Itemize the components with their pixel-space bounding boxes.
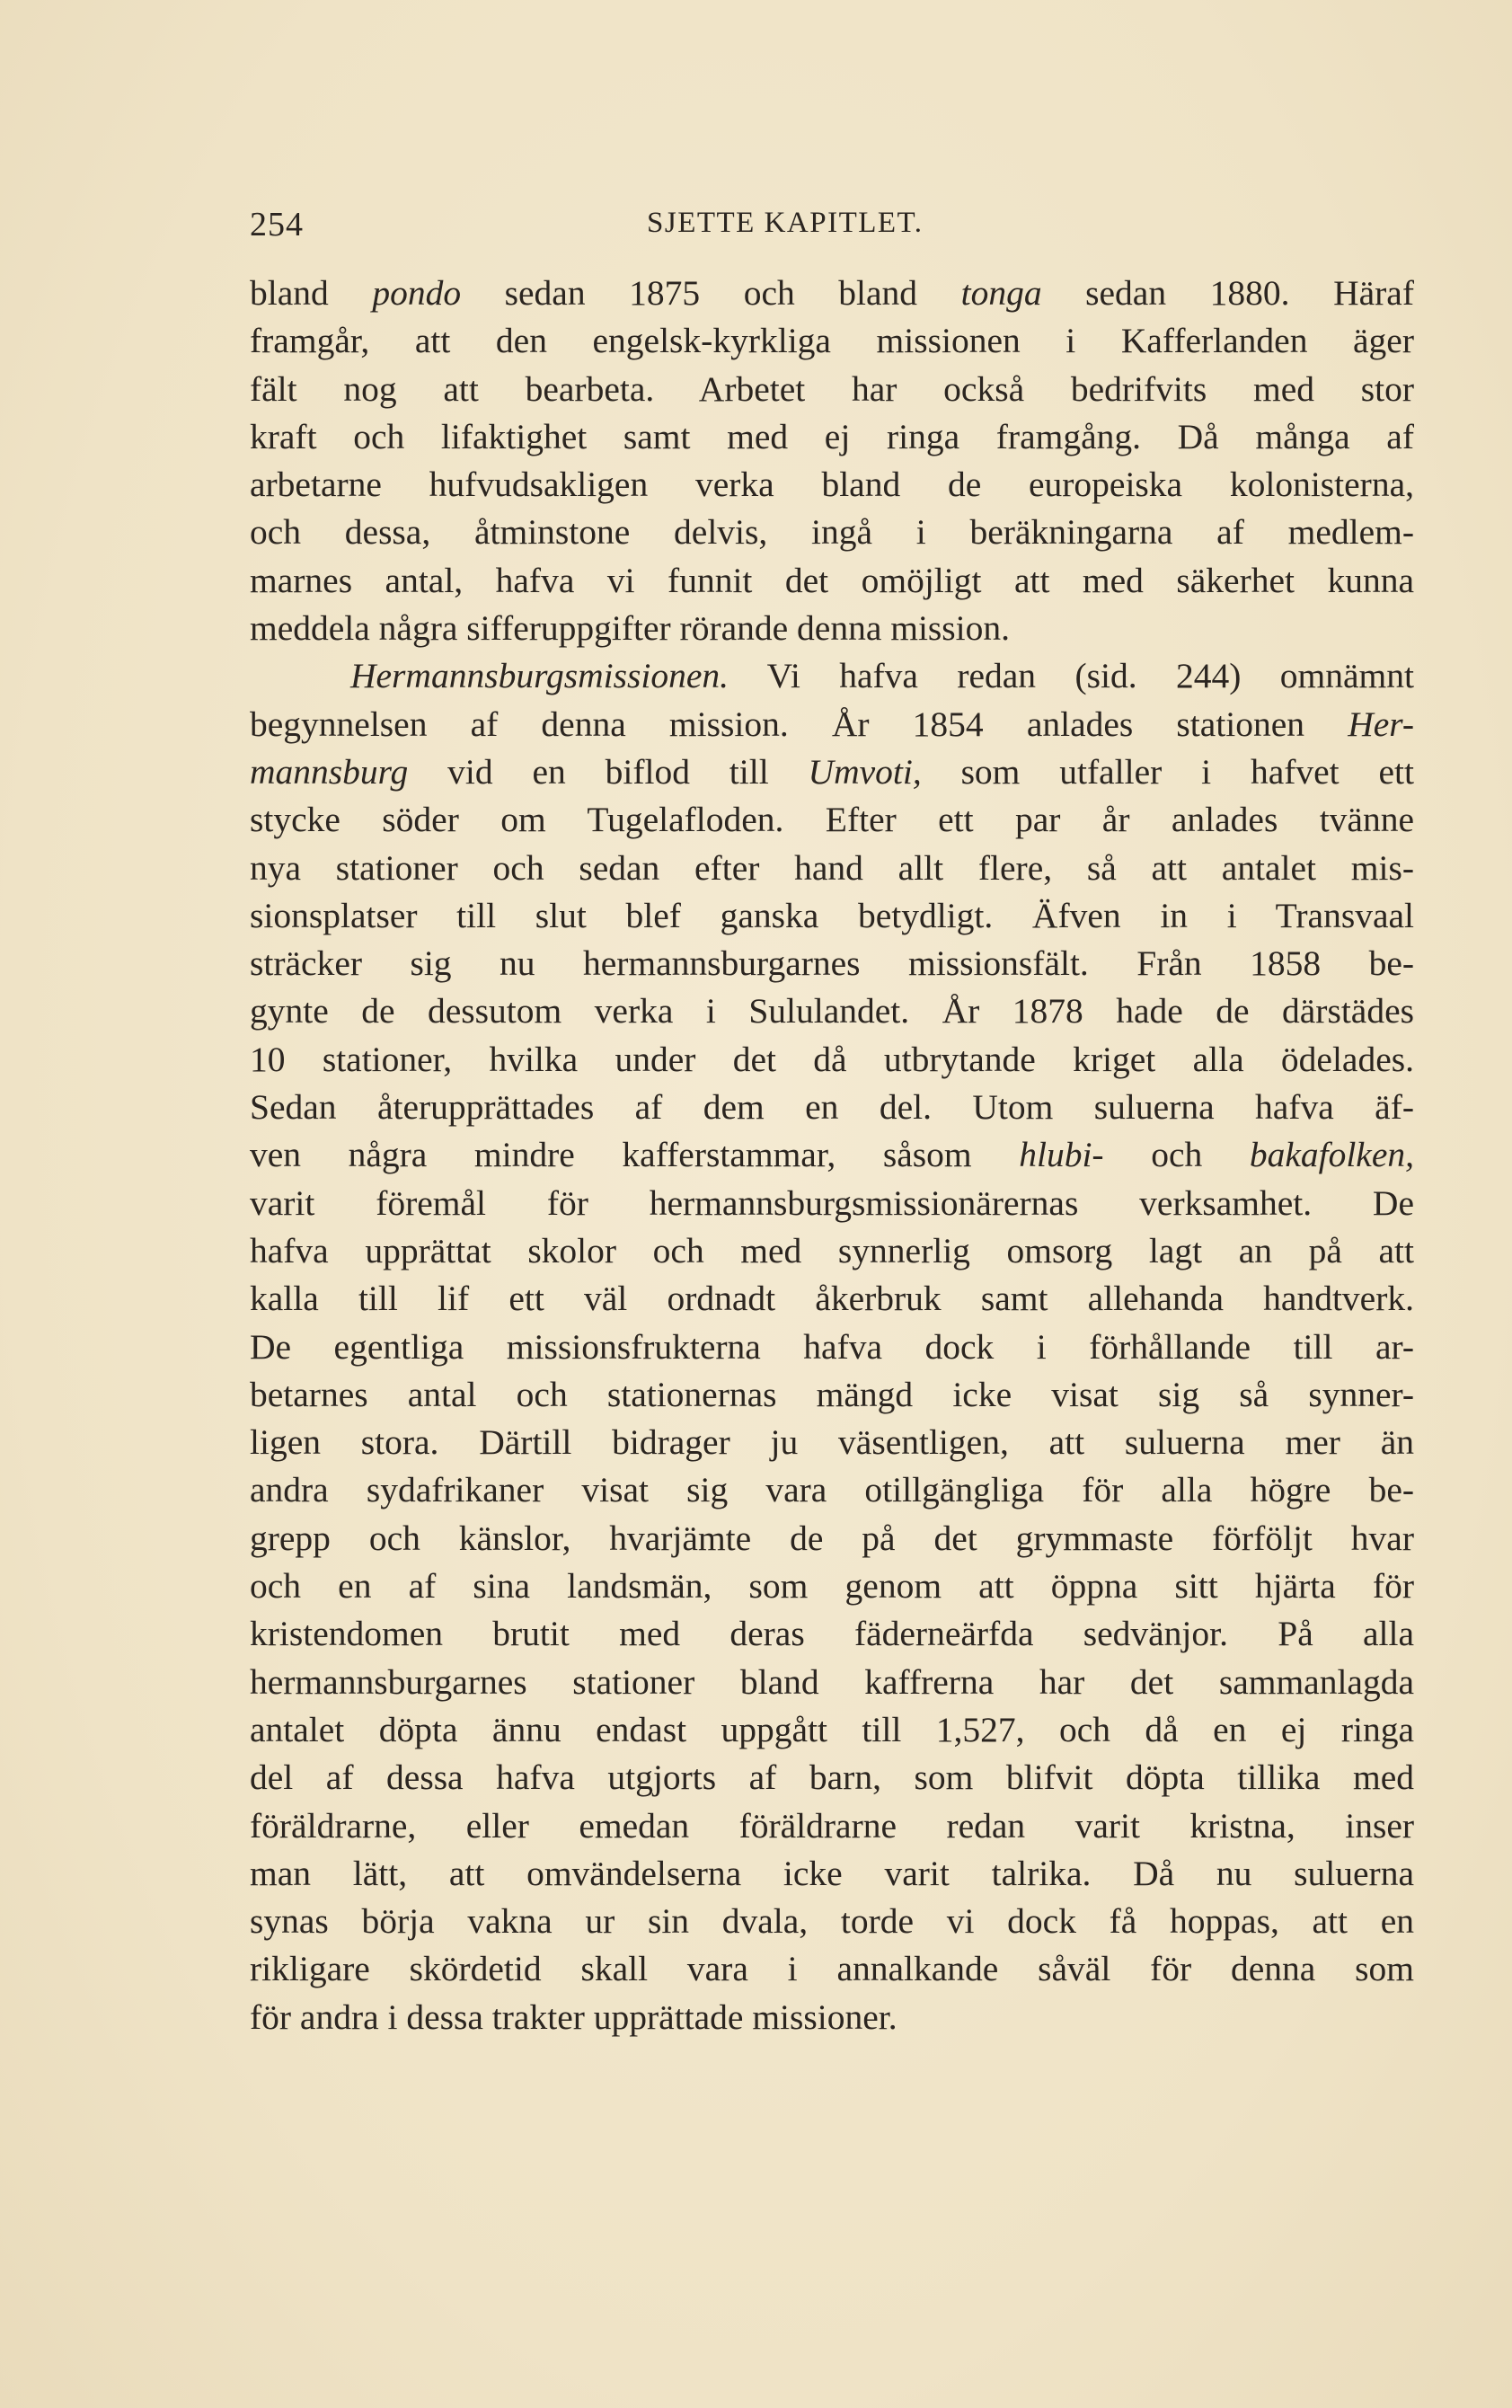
text-run: kraft och lifaktighet samt med ej ringa framgång. Då många af [250, 416, 1414, 456]
italic-term: Hermannsburgsmissionen. [350, 656, 729, 696]
text-line [250, 1802, 1414, 1850]
text-run: man lätt, att omvändelserna icke varit talrika. Då nu suluerna [250, 1853, 1414, 1893]
body-text [250, 270, 1414, 2041]
text-line [250, 1036, 1414, 1084]
text-run: Vi hafva redan (sid. 244) omnämnt [728, 656, 1414, 696]
text-run: bland [250, 273, 373, 313]
running-head: SJETTE KAPITLET. [647, 207, 924, 239]
text-run: rikligare skördetid skall vara i annalkande såväl för denna som [250, 1949, 1414, 1989]
text-run: och en af sina landsmän, som genom att öppna sitt hjärta för [250, 1566, 1414, 1607]
text-line [250, 1898, 1414, 1945]
text-line [250, 1945, 1414, 1993]
text-run: arbetarne hufvudsakligen verka bland de europeiska kolonisterna, [250, 465, 1414, 505]
text-line [250, 1610, 1414, 1658]
italic-term: Umvoti, [808, 751, 922, 792]
text-run: del af dessa hafva utgjorts af barn, som blifvit döpta tillika med [250, 1757, 1414, 1798]
text-line [250, 892, 1414, 940]
text-run: för andra i dessa trakter upprättade missioner. [250, 1996, 897, 2037]
text-run: fält nog att bearbeta. Arbetet har också bedrifvits med stor [250, 368, 1414, 409]
text-run: kristendomen brutit med deras fäderneärfda sedvänjor. På alla [250, 1614, 1414, 1654]
text-line [250, 1754, 1414, 1802]
text-run: De egentliga missionsfrukterna hafva dock i förhållande till ar- [250, 1326, 1414, 1367]
text-run: kalla till lif ett väl ordnadt åkerbruk samt allehanda handtverk. [250, 1279, 1414, 1319]
text-run: begynnelsen af denna mission. År 1854 anlades stationen [250, 704, 1348, 744]
text-line [250, 1084, 1414, 1131]
text-run: sedan 1880. Häraf [1041, 273, 1414, 313]
italic-term: hlubi- [1019, 1135, 1104, 1175]
text-line [250, 1706, 1414, 1754]
text-run: marnes antal, hafva vi funnit det omöjligt att med säkerhet kunna [250, 560, 1414, 600]
text-line [250, 1994, 1414, 2041]
text-run: som utfaller i hafvet ett [921, 751, 1414, 792]
text-line [250, 557, 1414, 605]
italic-term: pondo [372, 273, 462, 313]
text-line [250, 461, 1414, 509]
text-line [250, 366, 1414, 413]
text-line [250, 1227, 1414, 1275]
text-line [250, 845, 1414, 892]
text-run: andra sydafrikaner visat sig vara otillgängliga för alla högre be- [250, 1470, 1414, 1510]
text-line [250, 1131, 1414, 1179]
text-line [250, 940, 1414, 987]
text-run: hermannsburgarnes stationer bland kaffrerna har det sammanlagda [250, 1661, 1414, 1702]
text-line [250, 1324, 1414, 1371]
text-run: gynte de dessutom verka i Sululandet. År 1878 hade de därstädes [250, 991, 1414, 1031]
text-line [250, 317, 1414, 365]
text-line [250, 748, 1414, 796]
italic-term: mannsburg [250, 751, 409, 792]
text-run: ligen stora. Därtill bidrager ju väsentligen, att suluerna mer än [250, 1422, 1414, 1463]
text-line [250, 652, 1414, 700]
text-run: sträcker sig nu hermannsburgarnes missionsfält. Från 1858 be- [250, 943, 1414, 984]
text-run: ven några mindre kafferstammar, såsom [250, 1135, 1020, 1175]
text-run: Sedan återupprättades af dem en del. Utom suluerna hafva äf- [250, 1087, 1414, 1128]
text-line [250, 1180, 1414, 1227]
text-run: sedan 1875 och bland [461, 273, 961, 313]
text-line [250, 701, 1414, 748]
text-line [250, 1850, 1414, 1898]
text-run: synas börja vakna ur sin dvala, torde vi dock få hoppas, att en [250, 1901, 1414, 1942]
text-run: hafva upprättat skolor och med synnerlig omsorg lagt an på att [250, 1230, 1414, 1270]
italic-term: bakafolken, [1249, 1135, 1414, 1175]
text-run: betarnes antal och stationernas mängd icke visat sig så synner- [250, 1374, 1414, 1414]
page-header [250, 205, 1004, 255]
text-line [250, 1563, 1414, 1610]
text-line [250, 270, 1414, 317]
text-run: varit föremål för hermannsburgsmissionärernas verksamhet. De [250, 1182, 1414, 1223]
italic-term: tonga [960, 273, 1042, 313]
text-line [250, 1419, 1414, 1466]
text-line [250, 509, 1414, 556]
text-run: och [1103, 1135, 1250, 1175]
text-run: sionsplatser till slut blef ganska betydligt. Äfven in i Transvaal [250, 895, 1414, 935]
text-line [250, 1515, 1414, 1563]
text-run: 10 stationer, hvilka under det då utbrytande kriget alla ödelades. [250, 1039, 1414, 1079]
text-run: antalet döpta ännu endast uppgått till 1,527, och då en ej ringa [250, 1709, 1414, 1749]
text-line [250, 1275, 1414, 1323]
text-line [250, 1466, 1414, 1514]
text-run: meddela några sifferuppgifter rörande denna mission. [250, 608, 1011, 649]
text-line [250, 605, 1414, 652]
text-run: grepp och känslor, hvarjämte de på det grymmaste förföljt hvar [250, 1518, 1414, 1558]
text-run: framgår, att den engelsk-kyrkliga missionen i Kafferlanden äger [250, 321, 1414, 361]
text-run: föräldrarne, eller emedan föräldrarne redan varit kristna, inser [250, 1805, 1414, 1846]
text-run: stycke söder om Tugelafloden. Efter ett par år anlades tvänne [250, 800, 1414, 840]
text-run: och dessa, åtminstone delvis, ingå i beräkningarna af medlem- [250, 512, 1414, 553]
text-line [250, 987, 1414, 1035]
page-number: 254 [250, 206, 304, 243]
text-run: nya stationer och sedan efter hand allt flere, så att antalet mis- [250, 847, 1414, 888]
text-run: vid en biflod till [408, 751, 809, 792]
text-line [250, 1659, 1414, 1706]
text-line [250, 796, 1414, 844]
italic-term: Her- [1348, 704, 1414, 744]
text-line [250, 1371, 1414, 1419]
text-line [250, 413, 1414, 461]
